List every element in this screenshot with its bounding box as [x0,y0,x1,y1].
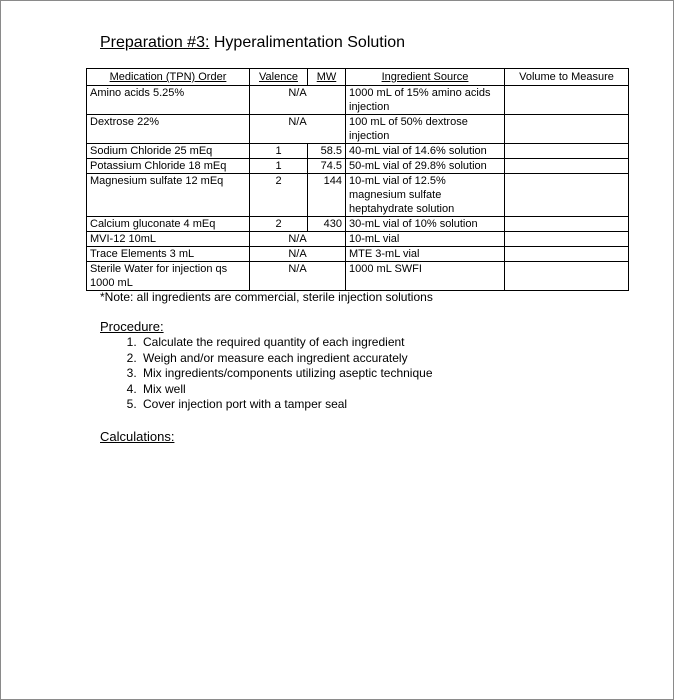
procedure-step: 4. Mix well [140,382,433,398]
volume-cell[interactable] [505,262,629,291]
mw-cell: 430 [308,217,346,232]
table-header-row [87,69,629,86]
medication-cell: Potassium Chloride 18 mEq [87,159,250,174]
medication-cell: Calcium gluconate 4 mEq [87,217,250,232]
mw-cell: 58.5 [308,144,346,159]
page-title [100,34,405,52]
medication-cell: Amino acids 5.25% [87,86,250,115]
table-row [87,247,629,262]
title-text: Hyperalimentation Solution [213,34,406,51]
header-mw: MW [308,69,346,86]
source-cell: 10-mL vial of 12.5% magnesium sulfate heptahydrate solution [346,174,505,217]
mw-cell: 74.5 [308,159,346,174]
source-cell: 10-mL vial [346,232,505,247]
volume-cell[interactable] [505,232,629,247]
medication-cell: Trace Elements 3 mL [87,247,250,262]
medication-cell: Sodium Chloride 25 mEq [87,144,250,159]
header-valence: Valence [250,69,308,86]
source-cell: 50-mL vial of 29.8% solution [346,159,505,174]
source-cell: MTE 3-mL vial [346,247,505,262]
mw-cell: 144 [308,174,346,217]
valence-cell: 1 [250,144,308,159]
header-ingredient-source: Ingredient Source [346,69,505,86]
valence-cell: 2 [250,174,308,217]
source-cell: 1000 mL SWFI [346,262,505,291]
procedure-step: 1. Calculate the required quantity of each ingredient [140,335,433,351]
table-row [87,115,629,144]
header-volume-to-measure: Volume to Measure [505,69,629,86]
procedure-step: 3. Mix ingredients/components utilizing aseptic technique [140,366,433,382]
table-note: *Note: all ingredients are commercial, sterile injection solutions [100,290,433,304]
source-cell: 40-mL vial of 14.6% solution [346,144,505,159]
medication-cell: Sterile Water for injection qs 1000 mL [87,262,250,291]
calculations-heading: Calculations: [100,429,175,444]
volume-cell[interactable] [505,115,629,144]
source-cell: 30-mL vial of 10% solution [346,217,505,232]
volume-cell[interactable] [505,247,629,262]
table-row [87,217,629,232]
volume-cell[interactable] [505,159,629,174]
valence-mw-cell: N/A [250,262,346,291]
source-cell: 1000 mL of 15% amino acids injection [346,86,505,115]
valence-mw-cell: N/A [250,232,346,247]
volume-cell[interactable] [505,217,629,232]
volume-cell[interactable] [505,144,629,159]
title-label: Preparation #3: [100,34,210,51]
medication-cell: MVI-12 10mL [87,232,250,247]
table-row [87,159,629,174]
source-cell: 100 mL of 50% dextrose injection [346,115,505,144]
procedure-steps [100,335,433,413]
volume-cell[interactable] [505,174,629,217]
valence-mw-cell: N/A [250,247,346,262]
table-row [87,262,629,291]
procedure-step: 2. Weigh and/or measure each ingredient accurately [140,351,433,367]
table-row [87,232,629,247]
procedure-step: 5. Cover injection port with a tamper seal [140,397,433,413]
medication-cell: Magnesium sulfate 12 mEq [87,174,250,217]
table-row [87,86,629,115]
header-medication: Medication (TPN) Order [87,69,250,86]
valence-mw-cell: N/A [250,115,346,144]
volume-cell[interactable] [505,86,629,115]
procedure-heading: Procedure: [100,319,164,334]
valence-mw-cell: N/A [250,86,346,115]
valence-cell: 1 [250,159,308,174]
ingredients-table [86,68,629,291]
table-row [87,144,629,159]
table-row [87,174,629,217]
medication-cell: Dextrose 22% [87,115,250,144]
valence-cell: 2 [250,217,308,232]
